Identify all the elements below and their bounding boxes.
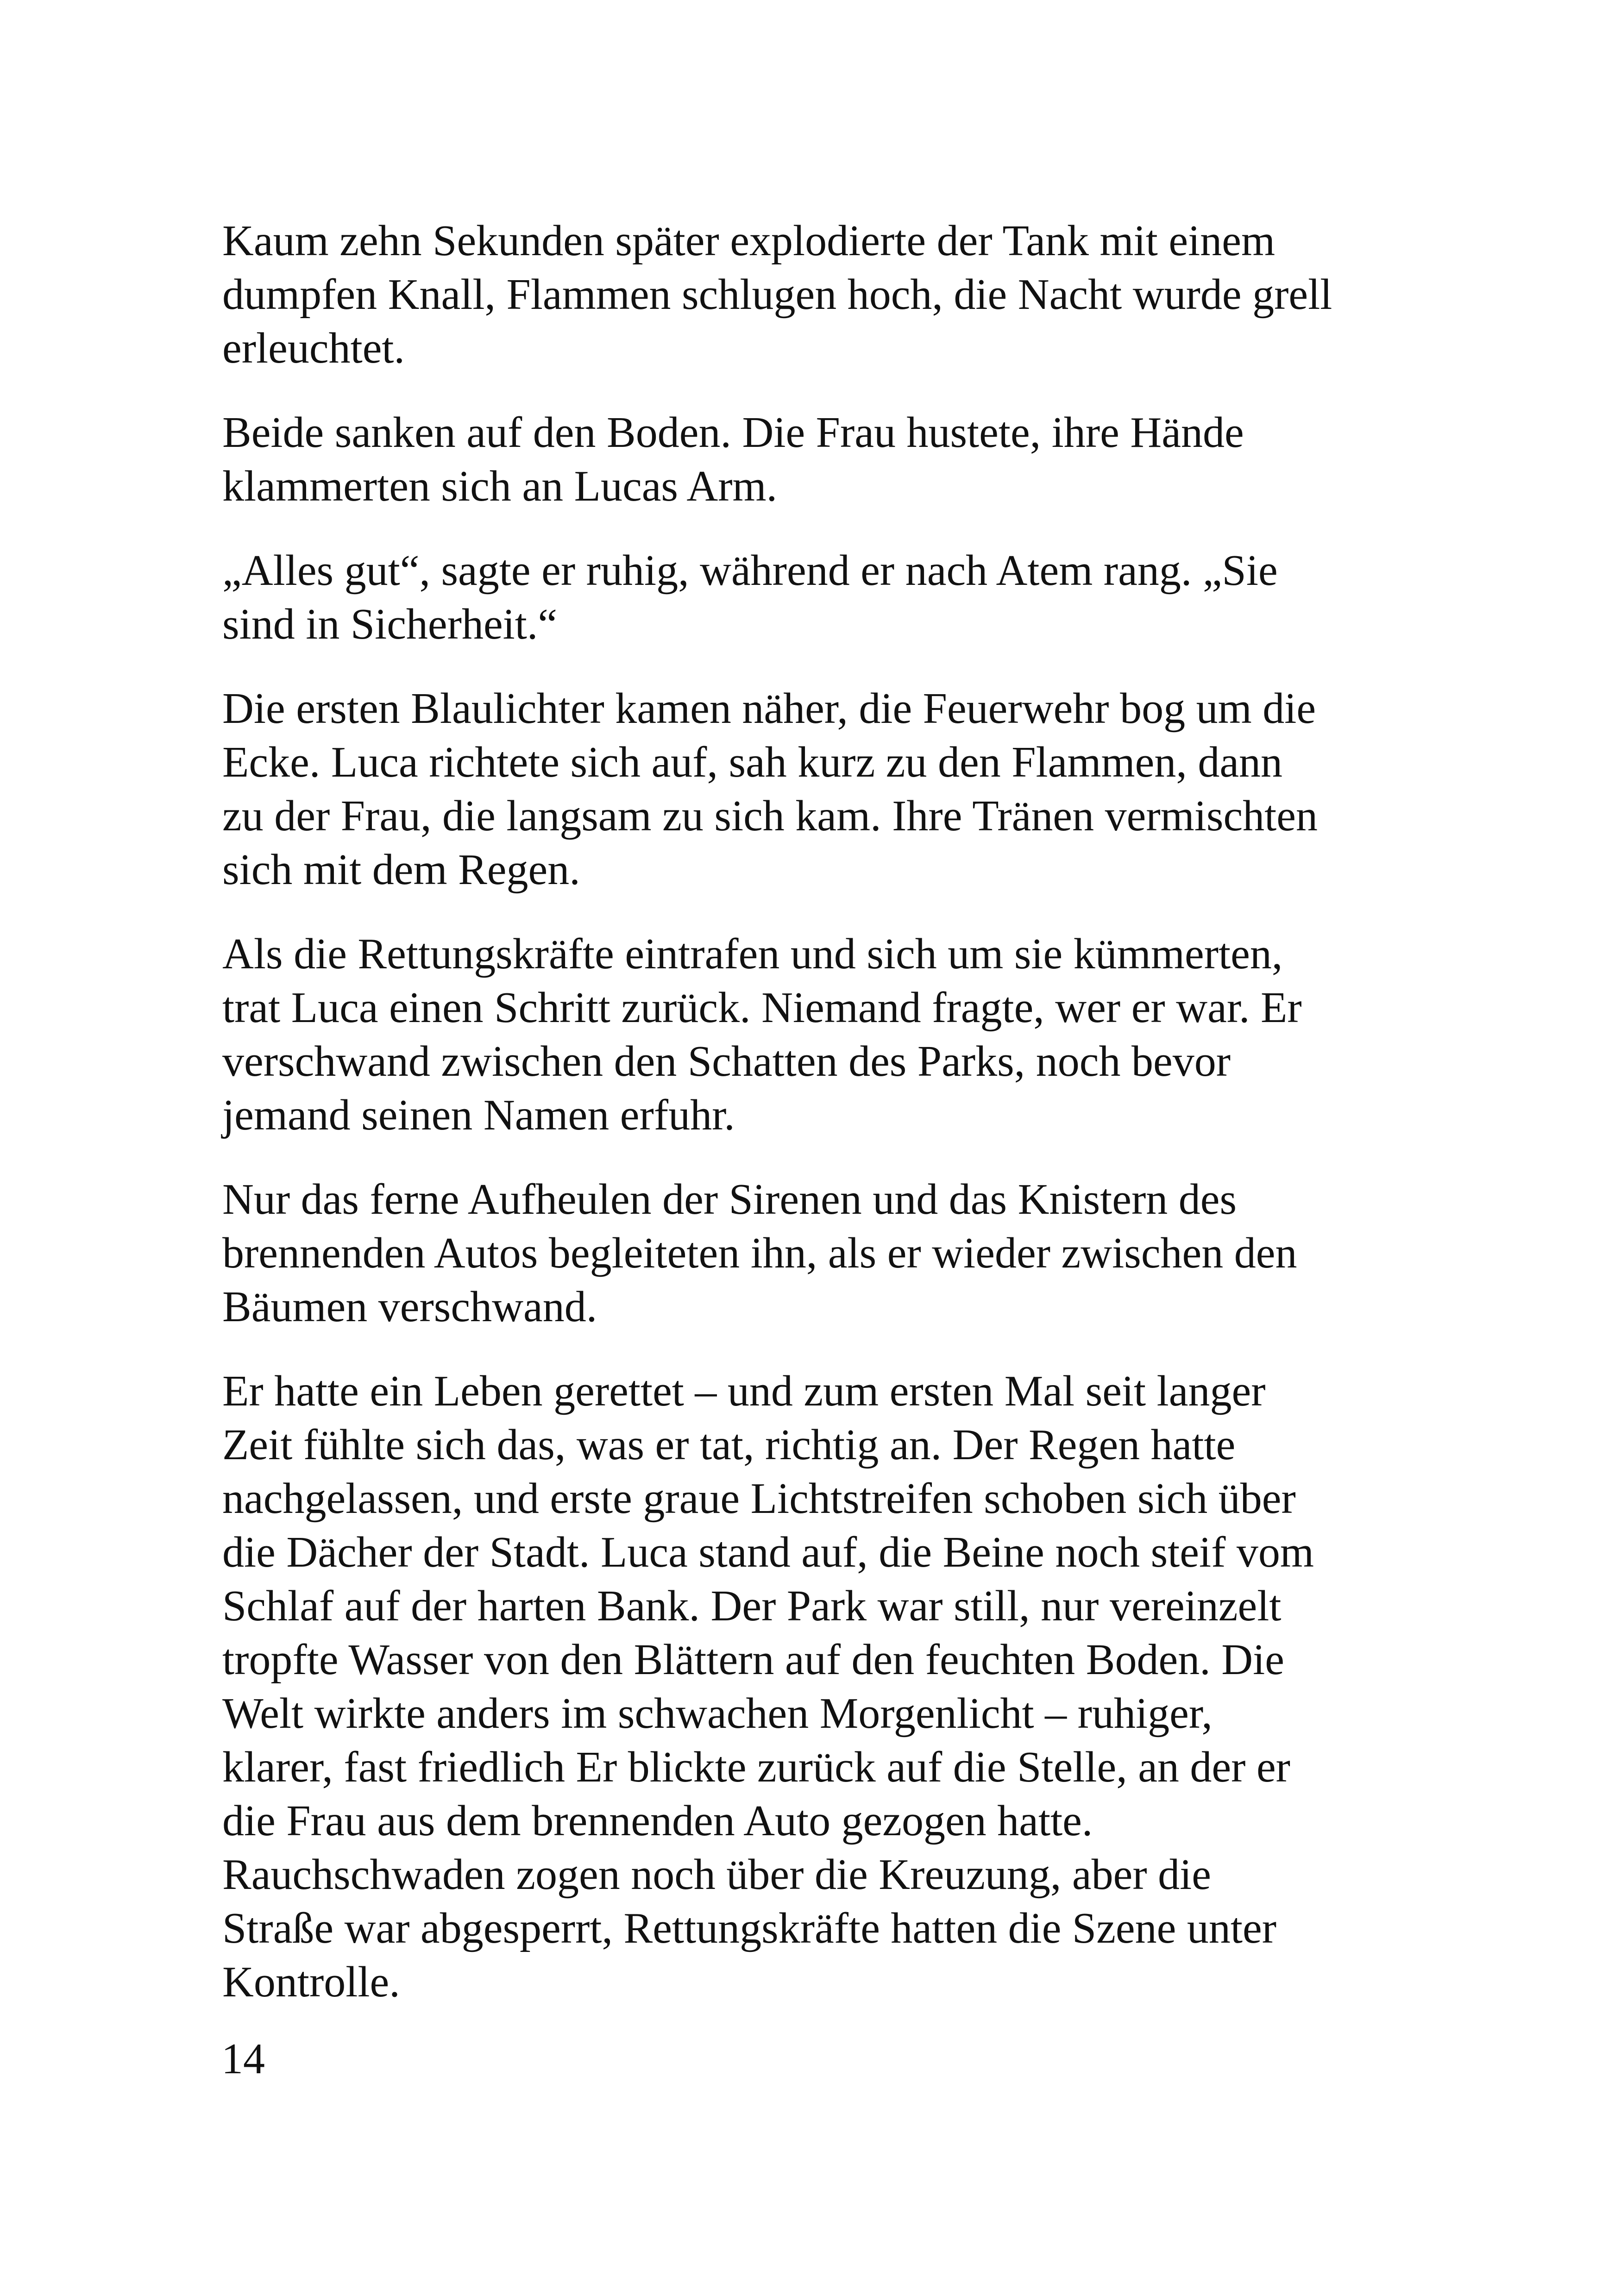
text-line: Ecke. Luca richtete sich auf, sah kurz zu den Flammen, dann [222,738,1283,786]
text-line: dumpfen Knall, Flammen schlugen hoch, die Nacht wurde grell [222,270,1332,319]
text-line: nachgelassen, und erste graue Lichtstreifen schoben sich über [222,1474,1296,1523]
text-line: Kaum zehn Sekunden später explodierte der Tank mit einem [222,217,1275,265]
text-line: Zeit fühlte sich das, was er tat, richtig an. Der Regen hatte [222,1421,1236,1469]
text-line: Als die Rettungskräfte eintrafen und sich um sie kümmerten, [222,930,1283,978]
paragraph-4 [222,682,1426,897]
paragraph-6 [222,1173,1426,1334]
text-line: erleuchtet. [222,324,405,372]
text-line: Rauchschwaden zogen noch über die Kreuzung, aber die [222,1851,1212,1899]
text-line: die Frau aus dem brennenden Auto gezogen hatte. [222,1797,1093,1845]
text-line: Straße war abgesperrt, Rettungskräfte hatten die Szene unter [222,1904,1277,1952]
paragraph-3 [222,544,1426,651]
text-line: Kontrolle. [222,1958,400,2006]
paragraph-5 [222,927,1426,1142]
text-line: „Alles gut“, sagte er ruhig, während er nach Atem rang. „Sie [222,546,1278,595]
text-line: klammerten sich an Lucas Arm. [222,462,778,510]
text-line: Bäumen verschwand. [222,1283,597,1331]
text-line: brennenden Autos begleiteten ihn, als er wieder zwischen den [222,1229,1297,1277]
text-line: Schlaf auf der harten Bank. Der Park war still, nur vereinzelt [222,1582,1282,1630]
text-line: Nur das ferne Aufheulen der Sirenen und das Knistern des [222,1175,1237,1223]
text-line: jemand seinen Namen erfuhr. [222,1091,735,1139]
text-line: die Dächer der Stadt. Luca stand auf, die Beine noch steif vom [222,1528,1314,1576]
text-line: verschwand zwischen den Schatten des Parks, noch bevor [222,1037,1231,1085]
paragraph-2 [222,406,1426,513]
paragraph-7 [222,1364,1426,2009]
text-line: Er hatte ein Leben gerettet – und zum ersten Mal seit langer [222,1367,1266,1415]
text-line: Beide sanken auf den Boden. Die Frau hustete, ihre Hände [222,408,1244,457]
text-line: sich mit dem Regen. [222,846,580,894]
page-number: 14 [221,2035,265,2083]
text-line: sind in Sicherheit.“ [222,600,558,648]
text-line: tropfte Wasser von den Blättern auf den feuchten Boden. Die [222,1636,1284,1684]
paragraph-1 [222,214,1426,375]
text-line: klarer, fast friedlich Er blickte zurück auf die Stelle, an der er [222,1743,1290,1791]
text-line: Die ersten Blaulichter kamen näher, die Feuerwehr bog um die [222,684,1316,733]
text-line: trat Luca einen Schritt zurück. Niemand fragte, wer er war. Er [222,984,1302,1032]
text-line: zu der Frau, die langsam zu sich kam. Ihre Tränen vermischten [222,792,1318,840]
body-text [222,214,1426,2039]
text-line: Welt wirkte anders im schwachen Morgenlicht – ruhiger, [222,1689,1213,1738]
